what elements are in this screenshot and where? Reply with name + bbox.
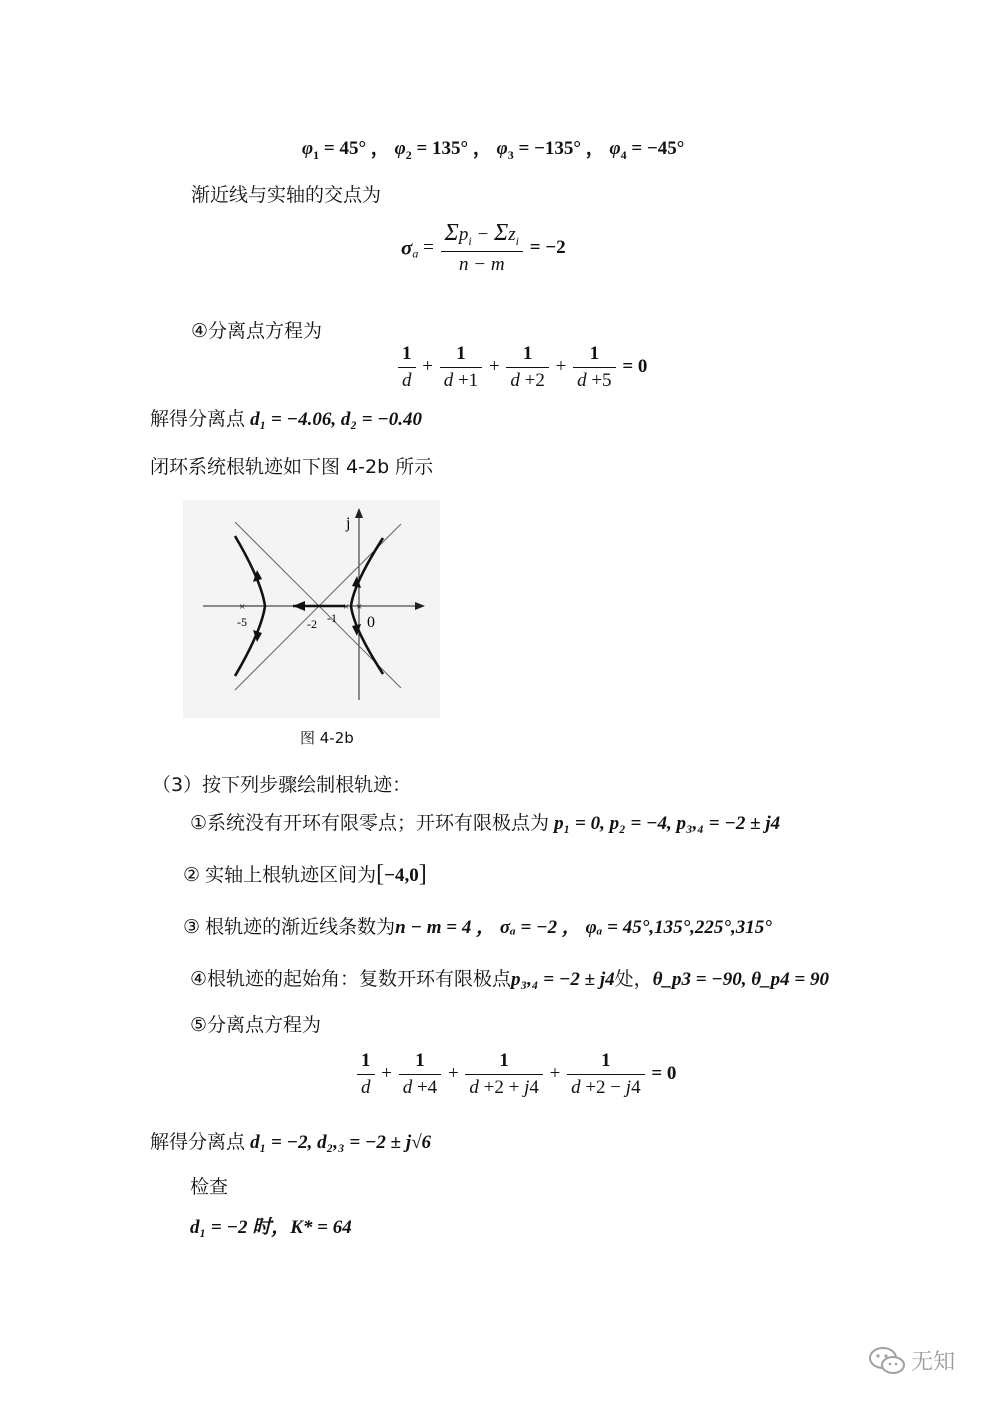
eq-zero-b: = 0	[622, 355, 648, 377]
tick-label-minus5: -5	[237, 615, 247, 629]
step1-math: p₁ = 0, p₂ = −4, p₃,₄ = −2 ± j4	[554, 813, 781, 834]
watermark-text: 无知	[911, 1350, 956, 1375]
asymptote-angles-line: $\varphi_1 = 45^\circ$ ， $\varphi_2 = 135^\circ$ ， $\varphi_3 = -135^\circ$ ， $\varphi_4 = -45^\circ$	[302, 138, 685, 162]
step-5-label: ⑤分离点方程为	[190, 1014, 322, 1036]
watermark	[868, 1345, 955, 1376]
sigma-formula: $\sigma_a$ = $\frac{\Sigma p_i - \Sigma z_i}{n - m}$ = −2	[401, 220, 566, 275]
sigma-result: = −2	[529, 237, 566, 258]
tick-label-0: 0	[367, 614, 375, 631]
step3-text: 根轨迹的渐近线条数为	[205, 916, 396, 938]
pole-marker-1: ×	[343, 601, 350, 613]
step-1	[190, 808, 780, 835]
step2-math: −4,0	[384, 865, 419, 886]
step4-text: ④根轨迹的起始角：复数开环有限极点	[190, 968, 512, 990]
solve-values-b: d₁ = −4.06, d₂ = −0.40	[250, 409, 423, 430]
asymptote-intro: 渐近线与实轴的交点为	[191, 184, 382, 206]
solve-values-c: d₁ = −2, d₂,₃ = −2 ± j√6	[250, 1132, 432, 1153]
part3-title: （3）按下列步骤绘制根轨迹：	[152, 774, 412, 796]
step-3	[183, 912, 772, 939]
solve-line-b	[150, 404, 422, 431]
step1-text: ①系统没有开环有限零点；开环有限极点为	[190, 812, 550, 834]
axis-j-label: j	[346, 515, 351, 532]
step4-math-b: θ_p3 = −90, θ_p4 = 90	[652, 969, 829, 990]
tick-label-minus2: -2	[307, 617, 317, 631]
step2-text: 实轴上根轨迹区间为	[205, 864, 377, 886]
step3-number: ③	[183, 916, 201, 938]
step-4	[190, 964, 829, 991]
solve-line-c	[150, 1127, 431, 1154]
step4-mid: 处，	[614, 968, 653, 990]
pole-marker-5: ×	[239, 601, 246, 613]
step3-math: n − m = 4 ， σₐ = −2 ， φₐ = 45°,135°,225°,315°	[395, 917, 772, 938]
solve-label-b: 解得分离点	[150, 408, 246, 430]
breakaway-equation-b: $\frac{1}{d}$ + $\frac{1}{d +1}$ + $\frac{1}{d +2}$ + $\frac{1}{d +5}$ = 0	[396, 343, 647, 392]
breakaway-equation-c: $\frac{1}{d}$ + $\frac{1}{d +4}$ + $\frac{1}{d +2 + j4}$ + $\frac{1}{d +2 - j4}$ = 0	[355, 1050, 676, 1099]
eq-zero-c: = 0	[651, 1062, 677, 1084]
step2-number: ②	[183, 864, 201, 886]
breakaway-label-4: ④分离点方程为	[191, 320, 323, 342]
closed-loop-text: 闭环系统根轨迹如下图 4-2b 所示	[150, 456, 434, 478]
solve-label-c: 解得分离点	[150, 1131, 246, 1153]
check-line: d₁ = −2 时，K* = 64	[190, 1217, 352, 1238]
step-2: ② 实轴上根轨迹区间为[−4,0]	[183, 861, 427, 887]
wechat-icon	[868, 1346, 906, 1376]
figure-caption: 图 4-2b	[300, 729, 354, 747]
tick-label-minus1: -1	[327, 611, 337, 625]
pole-marker-0: ×	[356, 601, 363, 613]
check-label: 检查	[190, 1176, 229, 1198]
root-locus-figure	[183, 500, 440, 718]
step4-math-a: p₃,₄ = −2 ± j4	[511, 969, 615, 990]
